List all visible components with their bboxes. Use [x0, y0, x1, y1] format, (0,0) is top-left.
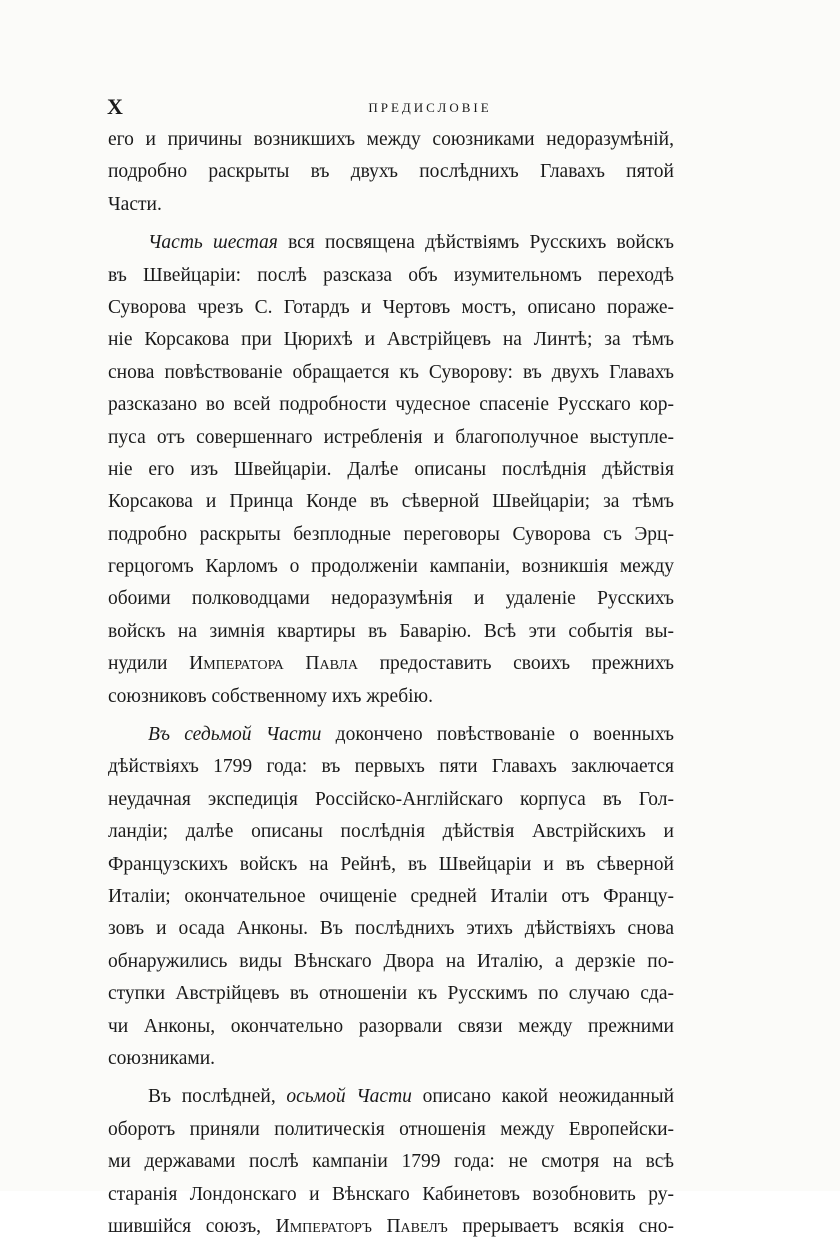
text-line: Корсакова и Принца Конде въ сѣверной Швейцаріи; за тѣмъ [108, 491, 674, 513]
text-line: чи Анконы, окончательно разорвали связи между прежними [108, 1015, 674, 1037]
text-line: обоими полководцами недоразумѣнія и удаленіе Русскихъ [108, 588, 674, 610]
text-line: Французскихъ войскъ на Рейнѣ, въ Швейцаріи и въ сѣверной [108, 853, 674, 875]
text-line [108, 227, 674, 259]
text-run: докончено повѣствованіе о военныхъ [321, 724, 674, 746]
part-six-title: Часть шестая [148, 232, 278, 254]
paragraph-4 [108, 1081, 674, 1243]
text-line: неудачная экспедиція Россійско-Англійскаго корпуса въ Гол- [108, 788, 674, 810]
text-line [108, 1211, 674, 1243]
text-line: Италіи; окончательное очищеніе средней Италіи отъ Францу- [108, 885, 674, 907]
text-line: въ Швейцаріи: послѣ разсказа объ изумительномъ переходѣ [108, 264, 674, 286]
part-eight-title: осьмой Части [286, 1086, 412, 1108]
text-run: шившійся союзъ, [108, 1215, 276, 1237]
text-line [108, 648, 674, 680]
running-title: ПРЕДИСЛОВІЕ [368, 100, 492, 115]
text-line: ступки Австрійцевъ въ отношеніи къ Русскимъ по случаю сда- [108, 983, 674, 1005]
text-run: предоставить своихъ прежнихъ [357, 653, 674, 675]
text-line: обнаружились виды Вѣнскаго Двора на Италію, а дерзкіе по- [108, 950, 674, 972]
text-line: союзниковъ собственному ихъ жребію. [108, 685, 433, 707]
text-line [108, 1081, 674, 1113]
text-line: герцогомъ Карломъ о продолженіи кампаніи, возникшія между [108, 556, 674, 578]
text-run: прерываетъ всякія сно- [447, 1215, 674, 1237]
emperor-paul-name: Императора Павла [189, 653, 358, 675]
text-line: подробно раскрыты безплодные переговоры Суворова съ Эрц- [108, 523, 674, 545]
text-line: зовъ и осада Анконы. Въ послѣднихъ этихъ дѣйствіяхъ снова [108, 918, 674, 940]
text-line: ми державами послѣ кампаніи 1799 года: не смотря на всѣ [108, 1151, 674, 1173]
text-line: пуса отъ совершеннаго истребленія и благополучное выступле- [108, 426, 674, 448]
text-run: Въ послѣдней, [148, 1086, 287, 1108]
text-line: союзниками. [108, 1047, 216, 1069]
text-line: оборотъ приняли политическія отношенія между Европейски- [108, 1118, 674, 1140]
text-line: Суворова чрезъ С. Готардъ и Чертовъ мостъ, описано пораже- [108, 296, 674, 318]
text-line: дѣйствіяхъ 1799 года: въ первыхъ пяти Главахъ заключается [108, 756, 674, 778]
text-run: описано какой неожиданный [411, 1086, 675, 1108]
text-line: ніе его изъ Швейцаріи. Далѣе описаны послѣднія дѣйствія [108, 458, 674, 480]
body-text [108, 124, 674, 1243]
text-line: снова повѣствованіе обращается къ Суворову: въ двухъ Главахъ [108, 361, 674, 383]
text-line [108, 719, 674, 751]
text-run: нудили [108, 653, 190, 675]
text-line: разсказано во всей подробности чудесное спасеніе Русскаго кор- [108, 394, 674, 416]
paragraph-2 [108, 227, 674, 713]
text-run: вся посвящена дѣйствіямъ Русскихъ войскъ [277, 232, 674, 254]
paragraph-3 [108, 719, 674, 1075]
text-line: войскъ на зимнія квартиры въ Баварію. Всѣ эти событія вы- [108, 620, 674, 642]
paragraph-1 [108, 124, 674, 221]
text-line: Части. [108, 193, 162, 215]
emperor-paul-name: Императоръ Павелъ [275, 1215, 448, 1237]
text-line: ніе Корсакова при Цюрихѣ и Австрійцевъ на Линтѣ; за тѣмъ [108, 329, 674, 351]
page-number: X [107, 94, 123, 119]
text-line: его и причины возникшихъ между союзниками недоразумѣній, [108, 129, 674, 150]
text-line: ландіи; далѣе описаны послѣднія дѣйствія Австрійскихъ и [108, 821, 674, 843]
part-seven-title: Въ седьмой Части [148, 724, 322, 746]
text-line: подробно раскрыты въ двухъ послѣднихъ Главахъ пятой [108, 161, 674, 183]
text-line: старанія Лондонскаго и Вѣнскаго Кабинетовъ возобновить ру- [108, 1183, 674, 1205]
